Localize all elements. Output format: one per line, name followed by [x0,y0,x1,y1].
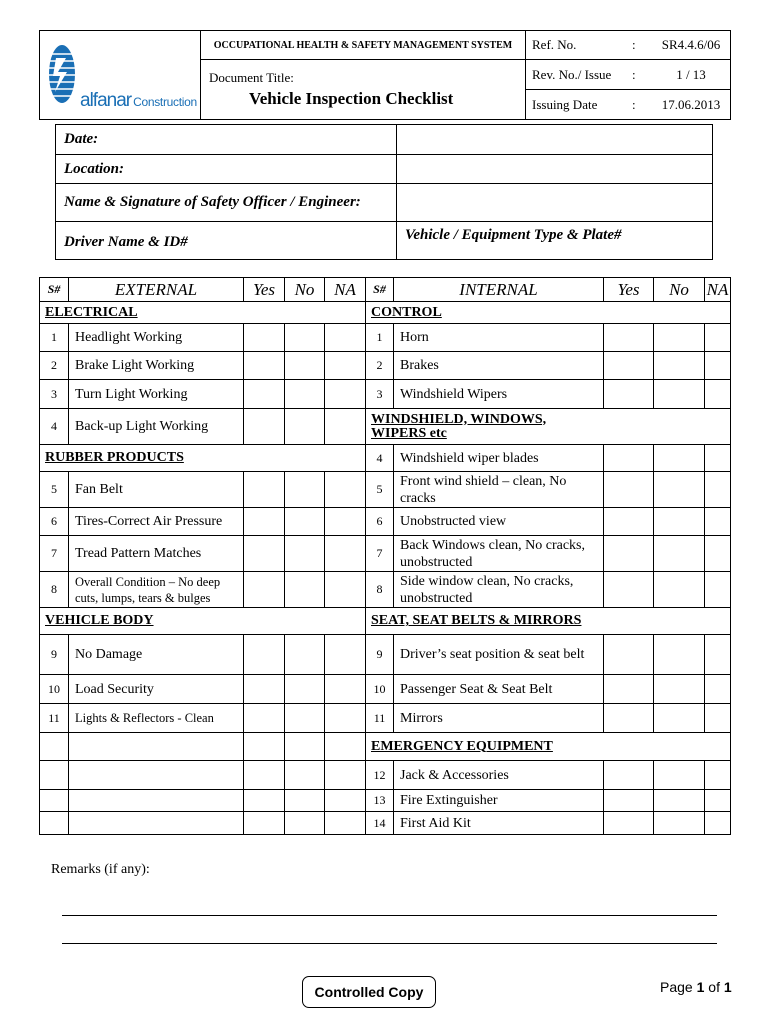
table-row [40,812,731,835]
check-yes[interactable] [244,409,285,445]
section-rubber-products: RUBBER PRODUCTS [40,445,366,472]
check-no[interactable] [285,536,325,572]
checklist-item: Overall Condition – No deep cuts, lumps, tears & bulges [69,572,244,608]
check-na[interactable] [705,761,731,790]
table-header-row [40,278,731,302]
table-row [40,704,731,733]
logo-cell [40,31,201,120]
row-number: 12 [366,761,394,790]
check-no[interactable] [285,508,325,536]
row-number: 8 [366,572,394,608]
check-na[interactable] [325,380,366,409]
check-yes[interactable] [244,572,285,608]
ref-label: Ref. No. [532,37,577,52]
checklist-item: Mirrors [394,704,604,733]
row-number: 10 [366,675,394,704]
check-no[interactable] [285,675,325,704]
checklist-item: Passenger Seat & Seat Belt [394,675,604,704]
row-number: 4 [366,445,394,472]
checklist-item: Turn Light Working [69,380,244,409]
check-no[interactable] [654,508,705,536]
check-no[interactable] [654,675,705,704]
page-current: 1 [696,979,705,995]
check-na[interactable] [705,790,731,812]
table-row [40,409,731,445]
check-no[interactable] [654,324,705,352]
table-row [40,302,731,324]
issue-date-cell [526,90,731,120]
check-no[interactable] [285,635,325,675]
check-na[interactable] [705,324,731,352]
page-of: of [708,979,720,995]
check-yes[interactable] [604,572,654,608]
check-na[interactable] [325,704,366,733]
check-na[interactable] [325,572,366,608]
table-row [40,790,731,812]
check-yes[interactable] [604,812,654,835]
row-number: 6 [40,508,69,536]
logo-subtext: Construction [133,95,197,109]
table-row [40,508,731,536]
checklist-item: Load Security [69,675,244,704]
document-title: Vehicle Inspection Checklist [249,89,454,108]
checklist-item: Lights & Reflectors - Clean [69,704,244,733]
check-no[interactable] [654,536,705,572]
vehicle-label[interactable]: Vehicle / Equipment Type & Plate# [397,222,713,260]
check-no[interactable] [654,472,705,508]
check-na[interactable] [325,324,366,352]
check-yes[interactable] [244,704,285,733]
table-row [40,445,731,472]
checklist-item: Brake Light Working [69,352,244,380]
table-row [40,472,731,508]
section-windshield-line1: WINDSHIELD, WINDOWS, [371,411,547,427]
table-row [40,675,731,704]
check-no[interactable] [654,790,705,812]
sn-header: S# [40,278,69,302]
checklist-table [39,277,731,835]
check-yes[interactable] [604,380,654,409]
location-label: Location: [56,155,397,184]
table-row [40,635,731,675]
check-no[interactable] [285,704,325,733]
table-row [40,380,731,409]
row-number: 5 [40,472,69,508]
check-yes[interactable] [604,790,654,812]
system-name: OCCUPATIONAL HEALTH & SAFETY MANAGEMENT SYSTEM [201,31,526,60]
row-number: 14 [366,812,394,835]
row-number: 4 [40,409,69,445]
checklist-item: Horn [394,324,604,352]
check-na[interactable] [705,675,731,704]
check-yes[interactable] [244,472,285,508]
issue-label: Issuing Date [532,96,598,112]
document-header [39,30,731,120]
page-total: 1 [723,979,732,995]
section-vehicle-body: VEHICLE BODY [40,608,366,635]
check-no[interactable] [285,352,325,380]
no-header: No [285,278,325,302]
check-no[interactable] [285,409,325,445]
rev-colon: : [632,66,636,82]
page-number [660,979,732,995]
officer-label: Name & Signature of Safety Officer / Engineer: [56,184,397,222]
check-yes[interactable] [604,445,654,472]
check-yes[interactable] [244,508,285,536]
table-row [40,733,731,761]
checklist-item: No Damage [69,635,244,675]
section-windshield [366,409,731,445]
checklist-item: Back-up Light Working [69,409,244,445]
row-number: 6 [366,508,394,536]
check-na[interactable] [325,352,366,380]
check-no[interactable] [654,352,705,380]
check-no[interactable] [654,572,705,608]
check-na[interactable] [325,635,366,675]
checklist-item: Tread Pattern Matches [69,536,244,572]
alfanar-logo [48,44,208,111]
check-no[interactable] [654,380,705,409]
row-number: 1 [40,324,69,352]
checklist-item: Headlight Working [69,324,244,352]
ref-colon: : [632,37,636,52]
check-na[interactable] [325,536,366,572]
check-yes[interactable] [244,352,285,380]
check-no[interactable] [654,761,705,790]
yes-header: Yes [244,278,285,302]
checklist-item: Brakes [394,352,604,380]
yes-header: Yes [604,278,654,302]
check-yes[interactable] [244,536,285,572]
ref-value: SR4.4.6/06 [661,37,721,52]
row-number: 9 [40,635,69,675]
section-windshield-line2: WIPERS etc [371,425,447,441]
check-na[interactable] [705,472,731,508]
check-yes[interactable] [604,324,654,352]
remarks-line-1[interactable] [62,915,717,916]
document-title-cell [201,60,526,120]
internal-header: INTERNAL [394,278,604,302]
section-seat-belts-mirrors: SEAT, SEAT BELTS & MIRRORS [366,608,731,635]
rev-value: 1 / 13 [676,66,706,82]
check-na[interactable] [325,675,366,704]
sn-header: S# [366,278,394,302]
check-yes[interactable] [604,536,654,572]
check-no[interactable] [285,572,325,608]
section-electrical: ELECTRICAL [40,302,366,324]
check-yes[interactable] [604,761,654,790]
check-yes[interactable] [604,704,654,733]
check-na[interactable] [705,445,731,472]
no-header: No [654,278,705,302]
date-label: Date: [56,125,397,155]
check-yes[interactable] [604,635,654,675]
row-number: 9 [366,635,394,675]
checklist-item: Back Windows clean, No cracks, unobstructed [394,536,604,572]
table-row [40,572,731,608]
checklist-item: Tires-Correct Air Pressure [69,508,244,536]
checklist-item: Windshield Wipers [394,380,604,409]
check-na[interactable] [705,704,731,733]
ref-no-cell [526,31,731,60]
checklist-item: First Aid Kit [394,812,604,835]
section-emergency-equipment: EMERGENCY EQUIPMENT [366,733,731,761]
external-header: EXTERNAL [69,278,244,302]
check-na[interactable] [705,635,731,675]
check-no[interactable] [654,635,705,675]
row-number: 2 [366,352,394,380]
location-field[interactable] [397,155,713,184]
table-row [40,608,731,635]
table-row [40,352,731,380]
document-title-label: Document Title: [209,70,294,85]
row-number: 11 [40,704,69,733]
check-na[interactable] [325,472,366,508]
check-na[interactable] [705,572,731,608]
table-row [40,324,731,352]
checklist-item: Windshield wiper blades [394,445,604,472]
date-field[interactable] [397,125,713,155]
check-yes[interactable] [244,380,285,409]
checklist-item: Driver’s seat position & seat belt [394,635,604,675]
check-na[interactable] [705,812,731,835]
na-header: NA [325,278,366,302]
check-yes[interactable] [244,675,285,704]
checklist-item: Fan Belt [69,472,244,508]
officer-field[interactable] [397,184,713,222]
row-number: 11 [366,704,394,733]
controlled-copy-stamp: Controlled Copy [302,976,436,1008]
page-word: Page [660,979,693,995]
check-na[interactable] [705,508,731,536]
driver-label[interactable]: Driver Name & ID# [56,222,397,260]
issue-value: 17.06.2013 [661,96,721,112]
check-yes[interactable] [604,675,654,704]
check-no[interactable] [654,812,705,835]
rev-label: Rev. No./ Issue [532,66,612,82]
table-row [40,761,731,790]
checklist-item: Jack & Accessories [394,761,604,790]
na-header: NA [705,278,731,302]
row-number: 5 [366,472,394,508]
logo-text: alfanar [80,90,132,111]
check-yes[interactable] [604,352,654,380]
check-yes[interactable] [604,508,654,536]
row-number: 8 [40,572,69,608]
row-number: 3 [40,380,69,409]
checklist-item: Side window clean, No cracks, unobstructed [394,572,604,608]
checklist-item: Front wind shield – clean, No cracks [394,472,604,508]
row-number: 13 [366,790,394,812]
row-number: 10 [40,675,69,704]
check-na[interactable] [705,352,731,380]
check-na[interactable] [325,508,366,536]
check-no[interactable] [654,704,705,733]
check-na[interactable] [325,409,366,445]
check-na[interactable] [705,536,731,572]
row-number: 7 [40,536,69,572]
check-yes[interactable] [244,324,285,352]
inspection-info [55,124,713,260]
check-yes[interactable] [244,635,285,675]
check-no[interactable] [654,445,705,472]
row-number: 1 [366,324,394,352]
issue-colon: : [632,96,636,112]
remarks-label: Remarks (if any): [51,862,150,877]
checklist-item: Fire Extinguisher [394,790,604,812]
check-no[interactable] [285,324,325,352]
remarks-line-2[interactable] [62,943,717,944]
table-row [40,536,731,572]
row-number: 3 [366,380,394,409]
check-no[interactable] [285,380,325,409]
check-na[interactable] [705,380,731,409]
row-number: 7 [366,536,394,572]
globe-icon [48,44,78,104]
row-number: 2 [40,352,69,380]
check-no[interactable] [285,472,325,508]
section-control: CONTROL [366,302,731,324]
check-yes[interactable] [604,472,654,508]
checklist-item: Unobstructed view [394,508,604,536]
rev-no-cell [526,60,731,90]
